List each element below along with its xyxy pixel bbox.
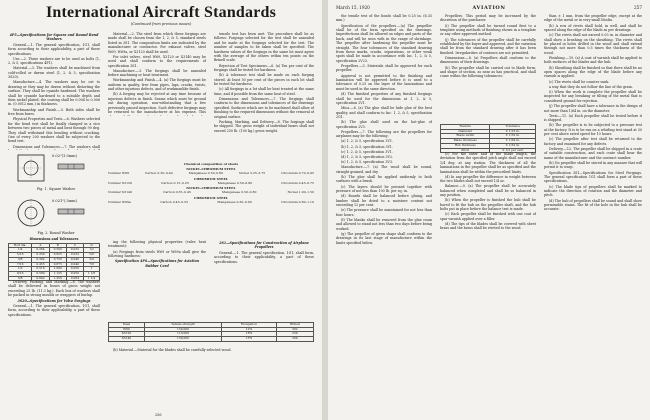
paragraph: Manufacture.—7. (a) The wood shall be sound, straight grained, and dry. — [336, 165, 432, 174]
table-cell: 0.455 — [32, 262, 49, 267]
right-column-1 — [336, 14, 432, 412]
table-cell: ± 1/32 in. — [490, 143, 536, 148]
table-cell: 9/16 — [9, 271, 32, 276]
paragraph: (c) Each propeller shall be finished with one coat of spar varnish applied over a filler. — [440, 212, 536, 221]
paragraph: (d) The tips of the blades shall be covered with sheet brass and the brass shall be riveted to the wood. — [440, 222, 536, 231]
paragraph: (b) The glue shall be applied uniformly to both surfaces with a brush. — [336, 174, 432, 184]
footnote: (b) Material.—Material for the blades shall be carefully selected wood. — [113, 348, 232, 352]
paragraph: (a) Forgings from steels W69 or W69a shall give the following hardness: — [108, 249, 206, 259]
chem-group-label: NICKEL-CHROMIUM STEEL — [186, 186, 236, 190]
table-cell: ± 1/2 per cent — [490, 148, 536, 153]
paragraph: (c) For the outer half of the blade length, the deviation from the specified pitch angle shall not exceed 1/4 deg. at any station. The thickness of all the laminations in the propeller shall be as specified and the laminations shall be within the prescribed limits. — [440, 152, 536, 174]
paragraph: (d) The hub of propellers shall be sound and shall show permissible stains. The fit of the hole in the hub shall be accurate. — [544, 198, 642, 212]
chem-item: Carbon 0.45–0.55 — [160, 199, 189, 204]
paragraph: tensile test has been met. The procedure shall be as follows: Forgings selected for the test shall be annealed and be made at the forgings selected for the test. The number of samples to be taken shall be specified. The hardness values of the forgings in the same lot must agree with the average of the others within ten points on the Brinell scale. — [214, 32, 314, 63]
list-item: (a) 1, 2, & 5, specification 3V1. — [341, 139, 393, 144]
table-cell: 0.580 — [32, 271, 49, 276]
paragraph: (b) A forging may be rejected at any time because of injurious defects in finish. Seams which must be ground out during operation, non-withstanding that a few previously passed inspection. Such defective forgings may be returned to the manufacturer at his expense. This — [108, 92, 206, 115]
left-column-2 — [108, 32, 206, 116]
header-page-number: 257 — [634, 5, 642, 10]
left-page — [0, 0, 322, 420]
paragraph: ing the following physical properties (valve heat treatment): — [108, 240, 206, 249]
table-cell: 0.875 — [49, 262, 66, 267]
paragraph: (d) In any propeller the difference in weight between the two blades shall not exceed 1/4 oz. — [440, 174, 536, 184]
table-cell: 1 1/8 — [84, 271, 100, 276]
chem-item: Number W69 — [108, 171, 130, 175]
paragraph: (b) No propeller shall be stored in any manner that will permit it to warp. — [544, 160, 642, 170]
table-header-cell: Brinell — [276, 323, 313, 328]
table-header-cell: Feature — [441, 125, 490, 130]
paragraph: (d) Boards shall be balanced before gluing, and lumber shall be dried to a moisture content not exceeding 12 per cent. — [336, 194, 432, 207]
chem-item: Carbon 0.30–0.40 — [144, 171, 173, 175]
paragraph: (c) The propeller after test shall be returned to the factory and examined for any defects. — [544, 137, 642, 146]
table-cell: 0.392 — [32, 257, 49, 262]
paragraph: (b) When the propeller is finished the hub shall be bored to fit the hub on the propeller shaft, and the hub bolts put in place before the balance test is made. — [440, 198, 536, 212]
chem-group-label: CHROMIUM STEEL — [193, 176, 229, 181]
paragraph: (f) The blanks shall be removed from the glue room and allowed to stand not less than two days before being worked. — [336, 217, 432, 231]
table-cell: 0.330 — [32, 253, 49, 258]
table-cell: 0.032 — [66, 253, 83, 258]
chem-item: Manganese 0.50–0.80 — [217, 180, 253, 185]
table-cell: ± 1/32 in. — [490, 134, 536, 139]
fig2-dimension: 0.021"(.5mm) — [52, 199, 77, 203]
table-cell: 1.000 — [49, 267, 66, 272]
table-cell: 1 1/4 — [84, 276, 100, 281]
paragraph: (b) Sheathing shall be finished so that there shall be no open spaces along the edge of the blade before any varnish is applied. — [544, 65, 642, 79]
table-cell: Blade width — [441, 134, 490, 139]
paragraph: Use.—2. These washers are to be used as bolts (1, 2, & 5, specifications 4P1). — [8, 56, 100, 66]
paragraph: Delivery.—12. The propeller shall be shipped in a crate of suitable construction, and each crate shall bear the name of the manufacturer and the contract number. — [544, 146, 642, 160]
table-cell: 1.125 — [49, 271, 66, 276]
page-title: International Aircraft Standards — [45, 4, 277, 21]
header-title: AVIATION — [472, 5, 506, 11]
paragraph: General.—1. The general specification, 1G1, shall form, according to their applicability, a part of these specifications. — [8, 304, 100, 317]
paragraph: Balance.—9. (a) The propeller shall be accurately balanced when completed and shall be so balanced in any position. — [440, 184, 536, 198]
table-cell: 3/8 — [9, 257, 32, 262]
list-item: (d) 1, 2, & 5, specification 3V2. — [341, 154, 394, 159]
table-cell: 0.750 — [49, 257, 66, 262]
chem-group-row — [108, 171, 314, 175]
table-cell: 269 — [276, 337, 313, 342]
paragraph: (j) The tolerances of the propeller shall be carefully established by the buyer and approved, and the variation shall be from the standard drawing after it has been finished. Irregularities of contours are not permitted. — [440, 37, 536, 55]
paragraph: General.—1. The general specification, 1G1, shall form, according to their applicability, a part of these specifications. — [214, 250, 314, 264]
chem-group-row — [108, 181, 314, 185]
table-cell: Blade thickness — [441, 139, 490, 144]
chem-item: Carbon 0.15–0.25 — [160, 180, 189, 185]
chem-group-row — [108, 200, 314, 204]
table-cell: 0.625 — [49, 253, 66, 258]
paragraph: Workmanship and Finish.—5. Both sides shall be free from burrs. — [8, 107, 100, 117]
table-cell: 1/2 — [9, 267, 32, 272]
paragraph: (c) All forgings in a lot shall be heat treated at the same time, and if possible from the same heat of steel. — [214, 87, 314, 96]
table-header-cell: Tensile strength — [144, 323, 221, 328]
paragraph: Manufacture.—4. The washers may be cut to drawing or they may be drawn without distorting the surface. They shall be cyanide hardened. The washers shall be cyanide hardened to a suitable depth and then nickel plated; the coating shall be 0.004 to 0.006 in. (0.0012 mm.) in thickness. — [8, 80, 100, 107]
table-cell: 1/4 — [9, 248, 32, 253]
table-cell: ± 1/64 in. — [490, 139, 536, 144]
chem-group-label: NICKEL-CHROMIUM STEEL — [186, 167, 236, 171]
paragraph: Material.—2. The steel from which these forgings are made shall be chosen from the 1, 2, & 5, standard steels listed in 3S1. The composition limits are indicated by the manufacturer or contractor. For exhaust valves, steel W69, W69a, or X3120 shall be used. — [108, 32, 206, 54]
table-header-cell: Tolerance — [490, 125, 536, 130]
paragraph: Specification of the propellers.—(a) The propeller shall be of the form specified on the drawings. Imperfections shall be allowed on edges and parts of the back, and will be seen with in the range of shrinkage. The propeller after hardening the propeller must be straight. The four tolerances of the standard drawing from these marks, cracks, separations, or other weak spots shall be made in accordance with Inc. 1, 2, & 5, specification 2V23. — [336, 23, 432, 63]
left-footnote — [108, 348, 314, 368]
paragraph: a way that they do not follow the line of the grain. — [549, 84, 633, 89]
table-cell: 130,000 — [144, 337, 221, 342]
section-heading: 3S20—Specifications for Valve Forgings — [17, 298, 91, 303]
table-header-cell: C — [66, 243, 83, 248]
paragraph: (b) The propeller shall be carried out to blade form, and shape of section, as near as has practical, and shall come within the following tolerances: — [440, 65, 536, 79]
paragraph: (b) A tolerance test shall be made on each forging stored. At least 50 per cent of the pieces in each lot shall be tested for hardness. — [214, 73, 314, 87]
table-cell: 1.250 — [49, 276, 66, 281]
table-cell: 0.032 — [66, 248, 83, 253]
paragraph: Approval is not permitted to the finishing and lamination will be approved before it is used to a tolerance of 0.25 on the layer of the laminations and must be used in the same direction. — [336, 73, 432, 91]
list-item: (e) 1, 2, & 5, specification 3V3. — [341, 160, 393, 165]
physical-properties-table — [108, 322, 314, 342]
paragraph: Tests.—11. (a) Each propeller shall be tested before it is shipped. — [544, 113, 642, 123]
paragraph: (c) The rivets shall be counter sunk. — [549, 79, 610, 84]
left-column-1-continued — [8, 280, 100, 412]
paragraph: (j) The propeller shall have a tolerance in the design of not more than 1/64 in. on the diameter. — [544, 104, 642, 113]
paragraph: Dimensions.—8. (a) Propellers shall conform to the dimensions of their drawings. — [440, 56, 536, 65]
fig1-dimension: 0.02"(1.0mm) — [52, 154, 77, 158]
table-cell: 0.500 — [49, 248, 66, 253]
table-header-cell: Bolt dia. — [9, 243, 32, 248]
table-header-cell: D — [84, 243, 100, 248]
paragraph: (g) The propeller of given shape shall conform to the drawings in its last stage of manufacture within the limits specified below. — [336, 231, 432, 245]
figure-square-washer — [12, 152, 100, 186]
table-cell: 12% — [222, 327, 277, 332]
table-title: Dimensions and Tolerances — [29, 237, 79, 241]
table-header-cell: Steel — [109, 323, 145, 328]
paragraph: For inlet valves, steel W69, X3120 or X3140 may be used and shall conform to the requirements of specification 3S1. — [108, 54, 206, 68]
chem-group-label: CHROMIUM STEEL — [193, 195, 229, 200]
left-column-3 — [214, 32, 314, 158]
paragraph: (e) The pressure shall be maintained for not less than four hours. — [336, 208, 432, 217]
table-cell: 150,000 — [144, 327, 221, 332]
section-heading: 4P5—Specifications for Square and Round Bend Washers — [9, 33, 99, 42]
fig2-caption: Fig. 2. Round Washer — [37, 231, 75, 235]
table-cell: Pitch — [441, 148, 490, 153]
table-cell: 15% — [222, 337, 277, 342]
chem-item: Nickel 1.00–1.50 — [287, 190, 314, 194]
paragraph: Propellers.—3. Materials shall be approved for each propeller. — [336, 64, 432, 73]
paragraph: (c) The layers should be pressed together with pressure of not less than 100 lb. per sq. in. — [336, 184, 432, 193]
table-cell: Diameter — [441, 129, 490, 134]
paragraph: the tensile test of the bonds shall be 0.25 in. (6.35 mm.) — [336, 14, 432, 23]
chem-item: Number X3120 — [108, 180, 132, 185]
table-header-cell: B — [49, 243, 66, 248]
table-cell: ± 1/16 in. — [490, 129, 536, 134]
table-cell: 0.040 — [66, 257, 83, 262]
paragraph: (b) The glue shall used on the hot-glue of specification 2V3. — [336, 120, 432, 129]
table-cell: 0.050 — [66, 267, 83, 272]
table-cell: 0.642 — [32, 276, 49, 281]
paragraph: Material.—3. The washers shall be machined from cold-rolled or drawn steel (1, 2, & 5, specification 3S20). — [8, 66, 100, 80]
table-cell: 0.518 — [32, 267, 49, 272]
paragraph: (b) The propeller is to be subjected to a pressure test at the factory. It is to be run on a whirling test stand at 30 per cent above rated speed for 10 hours. — [544, 123, 642, 137]
chem-item: Nickel 3.25–3.75 — [238, 171, 266, 175]
chem-item: Number X3140 — [108, 190, 132, 194]
table-header-cell: A — [32, 243, 49, 248]
right-column-2 — [440, 14, 536, 122]
paragraph: (i) The propeller shall be turned round first to a template using methods of finishing shown in a template or any other approved method. — [440, 23, 536, 37]
paragraph: Manufacture.—3. The forgings shall be annealed before machining or heat treatment. — [108, 68, 206, 78]
page-subtitle: (Continued from previous issues) — [130, 22, 192, 26]
chem-item: Manganese 0.50–0.80 — [222, 190, 257, 194]
table-cell: 7/8 — [84, 262, 100, 267]
table-cell: 18% — [222, 332, 277, 337]
paragraph: Packing, Marking, and Delivery.—8. The forgings shall be shipped. The gross weight of individual boxes shall not exceed 250 lb. (100 kg.) gross weight. — [214, 119, 314, 133]
right-column-3 — [544, 14, 642, 412]
table-cell: Hub thickness — [441, 143, 490, 148]
paragraph: Workmanship and Finish.—4. (a) The forgings must be uniform in quality, free from pipes, laps, cracks, twists, and other injurious defects, and of workmanlike finish. — [108, 78, 206, 92]
fig1-caption: Fig. 1. Square Washer — [36, 187, 76, 191]
table-cell: 5/16 — [9, 253, 32, 258]
right-page — [328, 0, 650, 420]
chem-title: Chemical composition of steels — [183, 161, 239, 166]
paragraph: Mica.—6. (a) The glue shall be hide glue of the best quality, and shall conform to Inc. 1, 2, & 5, specification 2G1. — [336, 106, 432, 119]
page-number: 256 — [155, 413, 162, 417]
table-header-cell: Elongation — [222, 323, 277, 328]
table-cell: 5/8 — [9, 276, 32, 281]
chem-item: Chromium 0.45–0.75 — [281, 180, 314, 185]
table-cell: 1 — [84, 267, 100, 272]
washer-dimensions-table — [8, 238, 100, 281]
list-item: (b) 1, 2, & 5, specification 3Y1. — [341, 144, 393, 149]
paragraph: (c) The rivets shall not exceed 0.03 in. in diameter and shall show a brushing on the sheathing. The rivets shall be placed in holes drilled in the wood and shall extend through not more than 0.5 times the thickness of the wood. — [544, 33, 642, 55]
table-cell: 110,000 — [144, 332, 221, 337]
chem-item: Chromium 0.80–1.10 — [281, 199, 314, 204]
left-column-3-bottom — [214, 240, 314, 300]
section-heading: Specification 4PS—Specifications for Aviation Rubber Cord — [114, 259, 200, 268]
paragraph: than ± 1 mm. from the propeller edge, except at the edge of the metal or in very small blocks. — [544, 14, 642, 23]
table-cell: 0.040 — [66, 262, 83, 267]
table-cell: 229 — [276, 332, 313, 337]
table-cell: 0.264 — [32, 248, 49, 253]
right-column-2-continued — [440, 152, 536, 412]
chem-item: Chromium 0.70–0.95 — [281, 171, 314, 175]
header-date: March 15, 1920 — [336, 5, 370, 10]
paragraph: Propellers. This period may be increased by the discretion of the purchaser. — [440, 14, 536, 23]
section-heading: 2S1—Specifications for Construction of Airplane Propellers — [219, 241, 309, 250]
paragraph: Finishing.—10. (a) A coat of varnish shall be applied to both surfaces of the blades and the hub. — [544, 56, 642, 65]
chem-item: Manganese 0.50–0.80 — [188, 171, 223, 175]
table-cell: 302 — [276, 327, 313, 332]
paragraph: Specification 3S1—Specifications for Steel Forgings. The general specification 1G1 shall form a part of these specifications. — [544, 170, 642, 184]
left-column-1 — [8, 32, 100, 150]
table-cell: 3/4 — [84, 257, 100, 262]
table-row — [109, 337, 314, 342]
table-cell: X3120 — [109, 332, 145, 337]
table-cell: 7/16 — [9, 262, 32, 267]
paragraph: Rejection of Test Specimens.—6. (a) Ten per cent of the forgings shall be tested for hardness. — [214, 63, 314, 73]
chemical-composition-table — [108, 160, 314, 204]
chem-group-row — [108, 190, 314, 194]
paragraph: Dimensions and Tolerances.—7. The forgings shall conform to the dimensions and tolerances of the drawings specified. Surfaces which are to be machined shall allow of finishing to the required dimensions without the removal of original surface. — [214, 96, 314, 119]
paragraph: (c) The blade tips of propellers shall be marked to indicate the direction of rotation and the diameter and pitch. — [544, 184, 642, 198]
paragraph: Dimensions and Tolerances.—7. The washers shall — [13, 144, 100, 149]
paragraph: (b) A row of rivets shall hold, in well, and shall be spaced along the edge of the blade as per drawings. — [544, 23, 642, 33]
table-cell: 0.050 — [66, 271, 83, 276]
tolerance-table — [440, 124, 536, 153]
chem-item: Carbon 0.35–0.45 — [163, 190, 191, 194]
paragraph: Propellers.—7. The following are the propellers for airplanes may be the following: — [336, 129, 432, 139]
paragraph: Physical Properties and Tests.—6. Washers selected for the bend test shall be finally clamped in a vice between two pieces of metal and bent through 90 deg. They shall withstand this bending without cracking. One of every 200 washers shall be subjected to the bend test. — [8, 117, 100, 144]
paragraph: Delivery, Packing, and Marking.—8. The washers shall be delivered in boxes of gross weight not exceeding 25 lb. (11.3 kg.). Each box of washers shall be packed in strong moulds or wrappers of burlap. — [8, 280, 100, 298]
table-cell: 5/8 — [84, 253, 100, 258]
table-cell: W69 — [109, 327, 145, 332]
paragraph: (d) The finished properties of any finished forgings shall be used for the dimensions at 1, 2, & 5, specification 2V1. — [336, 92, 432, 105]
chem-item: Number W69a — [108, 199, 131, 204]
chem-item: Manganese 0.30–0.60 — [217, 199, 252, 204]
table-cell: 1/2 — [84, 248, 100, 253]
table-cell: 0.064 — [66, 276, 83, 281]
table-cell: X3140 — [109, 337, 145, 342]
left-column-2-bottom — [108, 240, 206, 300]
paragraph: (i) When the work is complete the propeller shall be inspected for any breaking or tilting of the metal that is considered ground for rejection. — [544, 90, 642, 103]
paragraph: General.—1. The general specification, 1G1, shall form according to their applicability, a part of these specifications. — [8, 42, 100, 56]
list-item: (c) 1, 2, & 5, specification 3V1. — [341, 149, 393, 154]
figure-round-washer — [12, 196, 100, 230]
